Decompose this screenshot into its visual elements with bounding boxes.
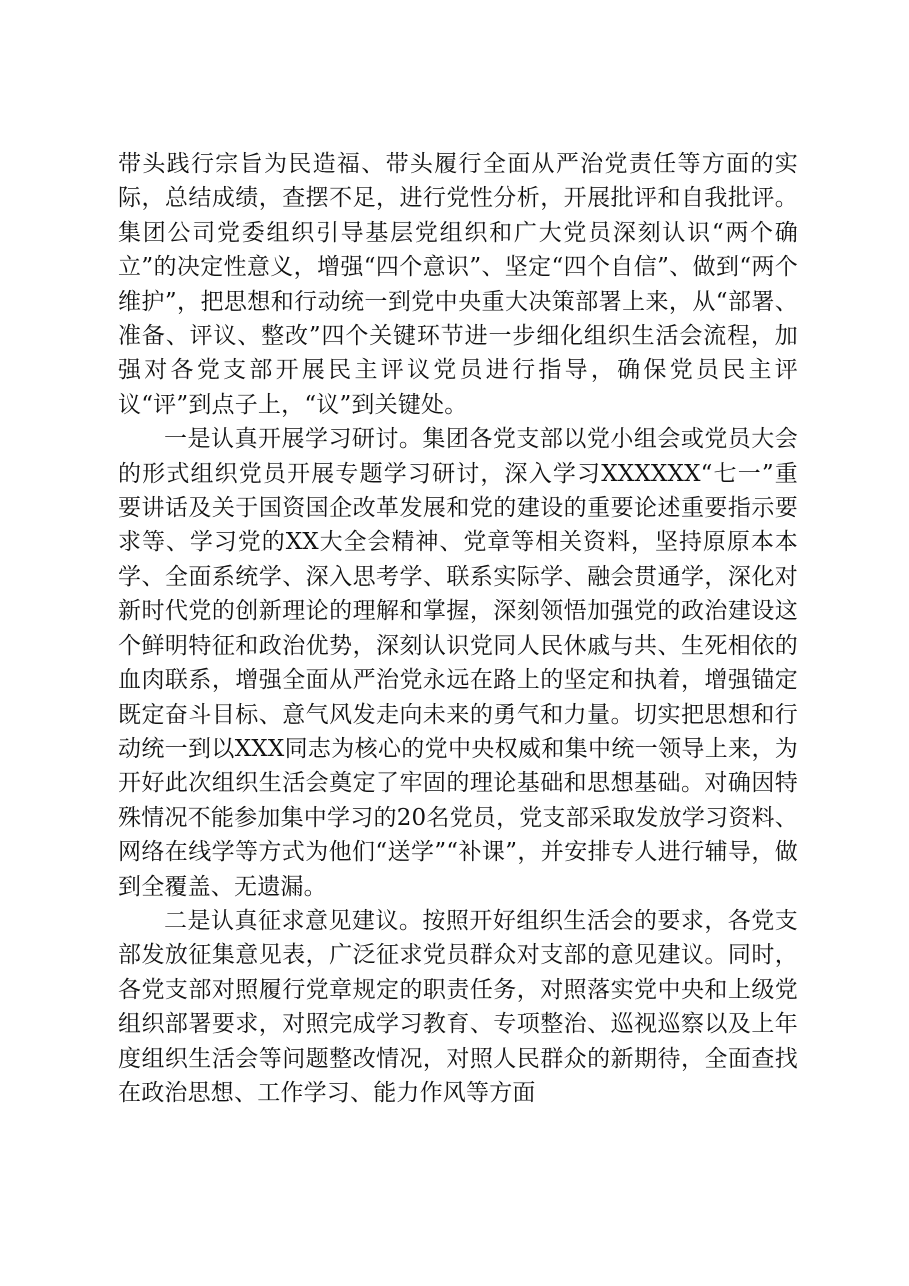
document-body [118,147,798,1110]
paragraph-study-discussion: 一是认真开展学习研讨。集团各党支部以党小组会或党员大会的形式组织党员开展专题学习研讨，深入学习XXXXXX“七一”重要讲话及关于国资国企改革发展和党的建设的重要论述重要指示要求等、学习党的XX大全会精神、党章等相关资料，坚持原原本本学、全面系统学、深入思考学、联系实际学、融会贯通学，深化对新时代党的创新理论的理解和掌握，深刻领悟加强党的政治建设这个鲜明特征和政治优势，深刻认识党同人民休戚与共、生死相依的血肉联系，增强全面从严治党永远在路上的坚定和执着，增强锚定既定奋斗目标、意气风发走向未来的勇气和力量。切实把思想和行动统一到以XXX同志为核心的党中央权威和集中统一领导上来，为开好此次组织生活会奠定了牢固的理论基础和思想基础。对确因特殊情况不能参加集中学习的20名党员，党支部采取发放学习资料、网络在线学等方式为他们“送学”“补课”，并安排专人进行辅导，做到全覆盖、无遗漏。 [118,426,798,900]
paragraph-intro: 带头践行宗旨为民造福、带头履行全面从严治党责任等方面的实际，总结成绩，查摆不足，进行党性分析，开展批评和自我批评。集团公司党委组织引导基层党组织和广大党员深刻认识“两个确立”的决定性意义，增强“四个意识”、坚定“四个自信”、做到“两个维护”，把思想和行动统一到党中央重大决策部署上来，从“部署、准备、评议、整改”四个关键环节进一步细化组织生活会流程，加强对各党支部开展民主评议党员进行指导，确保党员民主评议“评”到点子上，“议”到关键处。 [118,151,798,418]
paragraph-solicit-opinions: 二是认真征求意见建议。按照开好组织生活会的要求，各党支部发放征集意见表，广泛征求党员群众对支部的意见建议。同时，各党支部对照履行党章规定的职责任务，对照落实党中央和上级党组织部署要求，对照完成学习教育、专项整治、巡视巡察以及上年度组织生活会等问题整改情况，对照人民群众的新期待，全面查找在政治思想、工作学习、能力作风等方面 [118,907,798,1106]
